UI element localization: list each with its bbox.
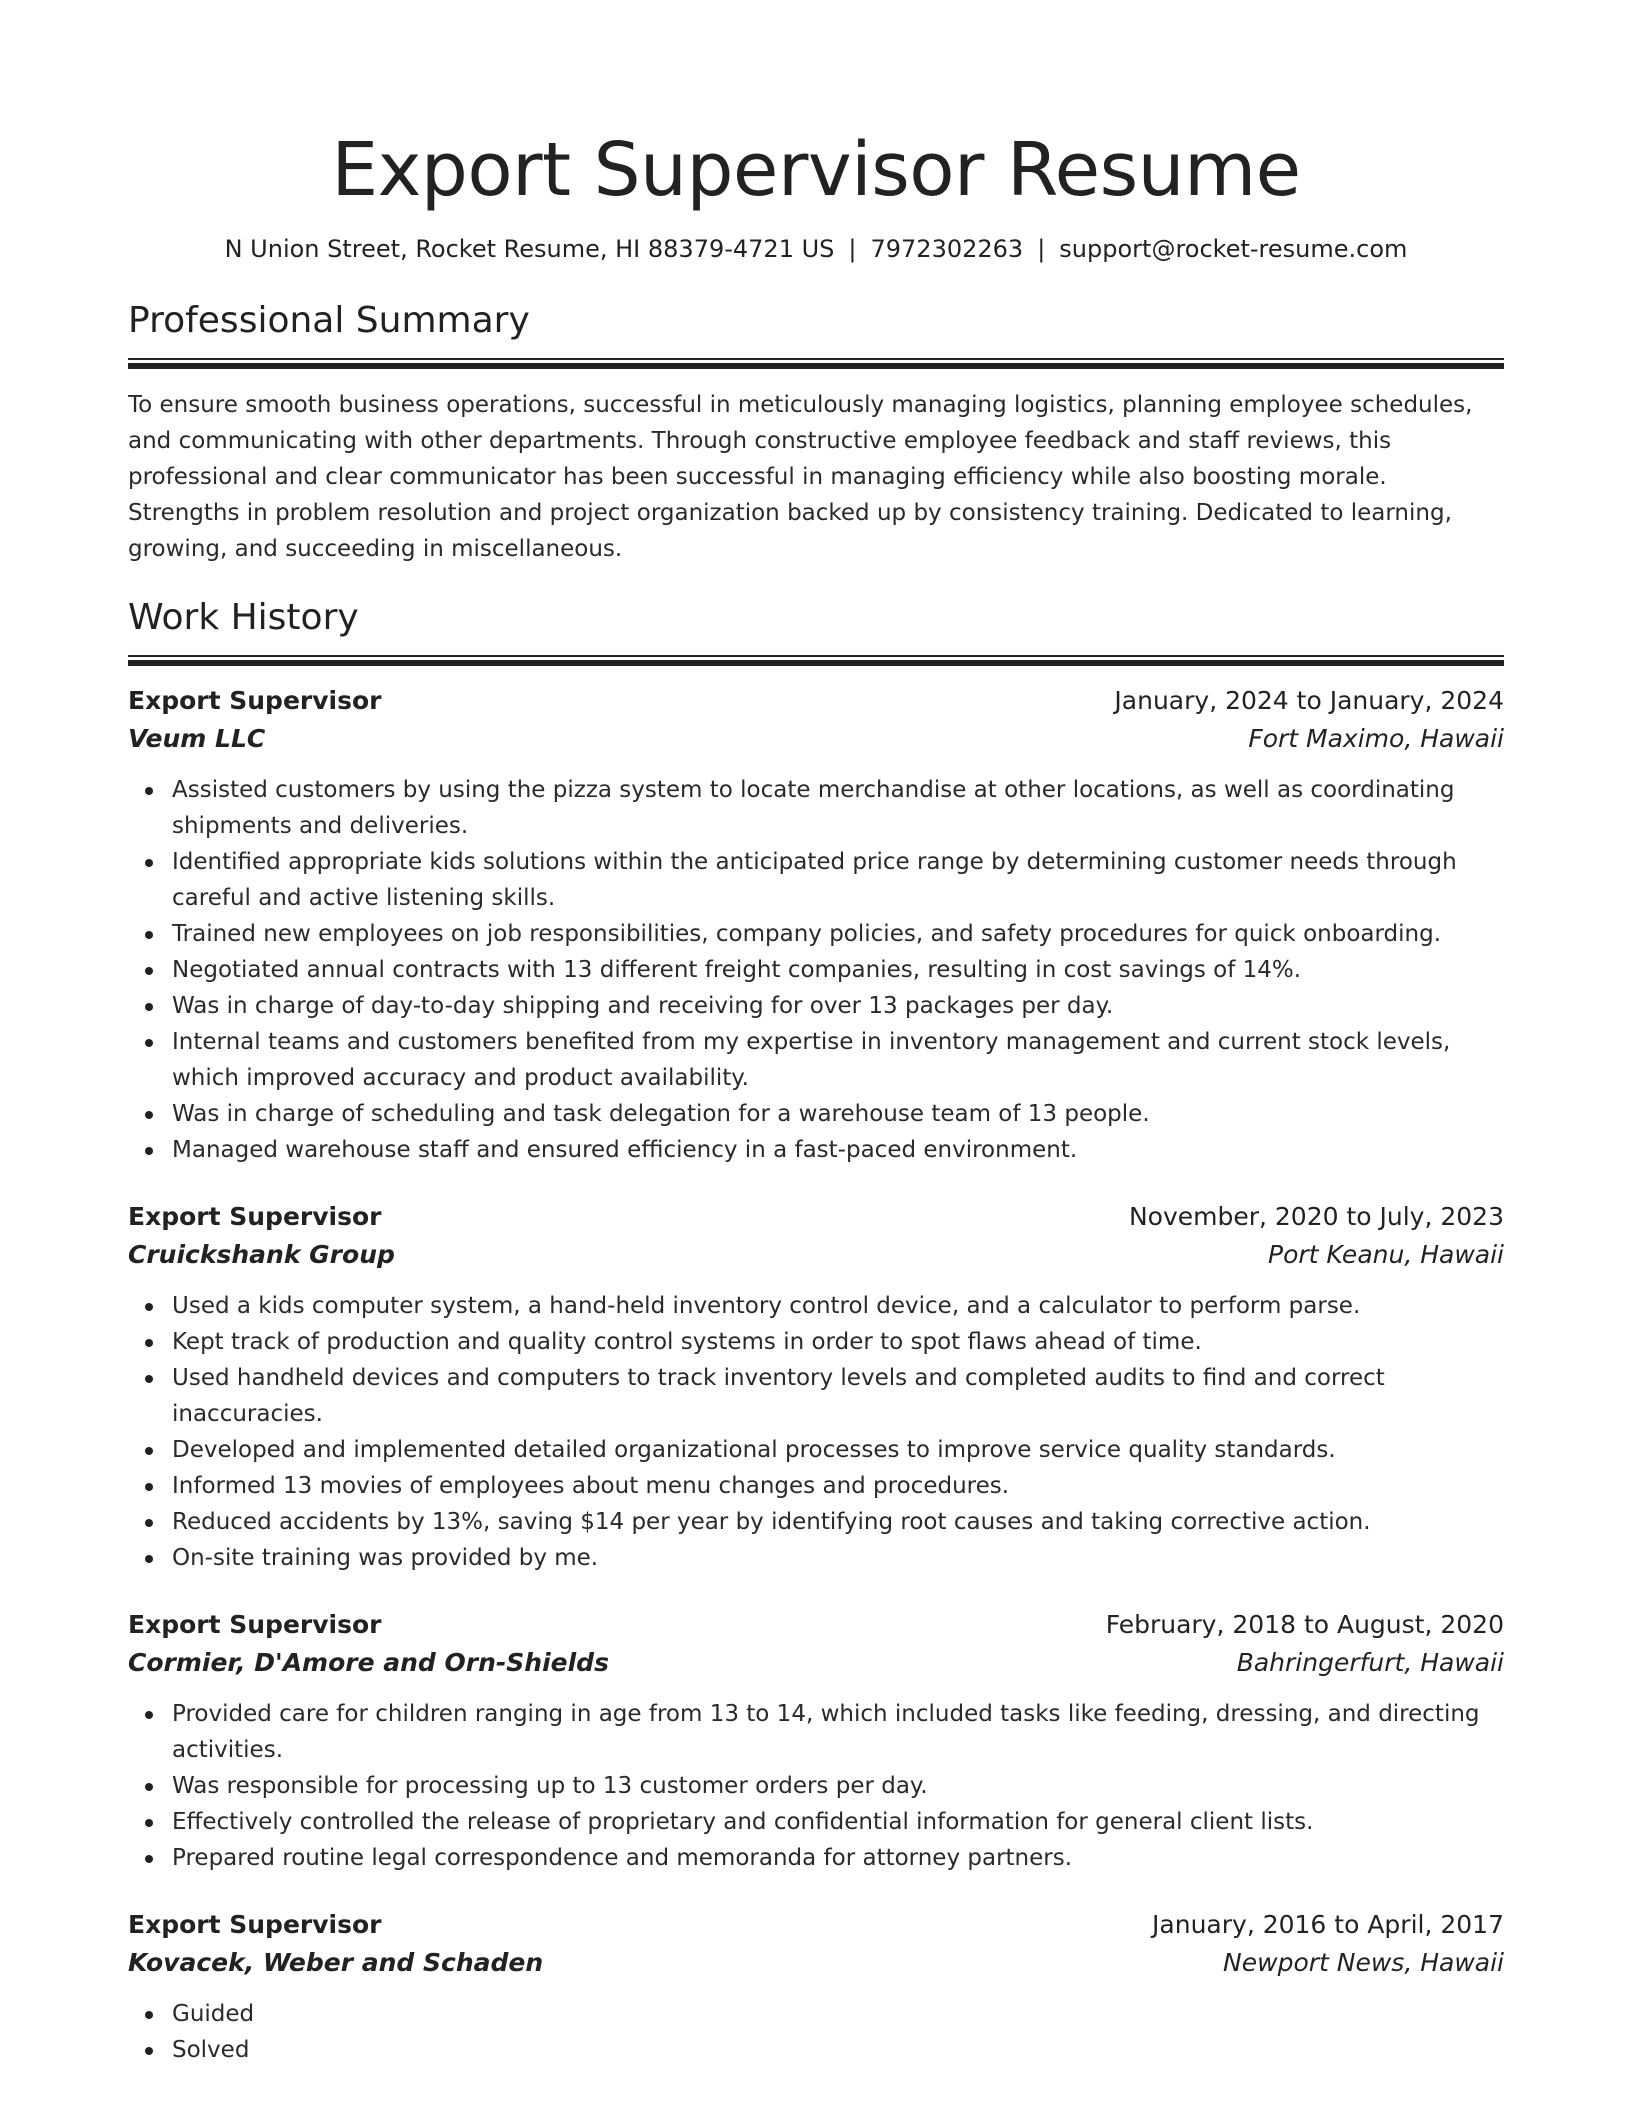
section-heading-work: Work History [128, 597, 359, 638]
summary-text: To ensure smooth business operations, successful in meticulously managing logistics, planning employee schedules, and communicating with other departments. Through constructive employee feedback and staff reviews, this professional and clear communicator has been successful in managing efficiency while also boosting morale. Strengths in problem resolution and project organization backed up by consistency training. Dedicated to learning, growing, and succeeding in miscellaneous. [128, 392, 1473, 562]
job-company-row [128, 720, 1504, 758]
job-bullet: On-site training was provided by me. [172, 1540, 1504, 1576]
contact-email[interactable]: support@rocket-resume.com [1059, 235, 1408, 263]
job-location: Port Keanu, Hawaii [1268, 1240, 1504, 1269]
professional-summary-section [128, 298, 1504, 567]
contact-separator: | [1037, 235, 1046, 263]
job-entry [128, 682, 1504, 1168]
job-dates: January, 2024 to January, 2024 [1114, 686, 1504, 715]
job-header-row [128, 1906, 1504, 1944]
job-bullet: Trained new employees on job responsibilities, company policies, and safety procedures for quick onboarding. [172, 916, 1504, 952]
job-company: Veum LLC [128, 724, 266, 753]
section-divider [128, 655, 1504, 666]
job-title: Export Supervisor [128, 1610, 382, 1639]
job-entry [128, 1906, 1504, 2068]
job-bullet: Reduced accidents by 13%, saving $14 per year by identifying root causes and taking corrective action. [172, 1504, 1504, 1540]
job-bullet: Was in charge of scheduling and task delegation for a warehouse team of 13 people. [172, 1096, 1504, 1132]
contact-address: N Union Street, Rocket Resume, HI 88379-4721 US [224, 235, 835, 263]
job-title: Export Supervisor [128, 686, 382, 715]
job-bullet: Internal teams and customers benefited from my expertise in inventory management and current stock levels, which improved accuracy and product availability. [172, 1024, 1504, 1096]
job-header-row [128, 1606, 1504, 1644]
job-bullet: Used a kids computer system, a hand-held inventory control device, and a calculator to perform parse. [172, 1288, 1504, 1324]
job-dates: January, 2016 to April, 2017 [1152, 1910, 1504, 1939]
job-bullet-list [128, 772, 1504, 1168]
job-bullet: Negotiated annual contracts with 13 different freight companies, resulting in cost savings of 14%. [172, 952, 1504, 988]
section-heading-summary: Professional Summary [128, 300, 530, 341]
job-bullet: Identified appropriate kids solutions within the anticipated price range by determining customer needs through careful and active listening skills. [172, 844, 1504, 916]
job-company-row [128, 1236, 1504, 1274]
job-list [128, 682, 1504, 2068]
job-title: Export Supervisor [128, 1202, 382, 1231]
resume-page [128, 0, 1504, 2112]
job-company: Kovacek, Weber and Schaden [128, 1948, 544, 1977]
job-bullet: Developed and implemented detailed organizational processes to improve service quality standards. [172, 1432, 1504, 1468]
resume-title: Export Supervisor Resume [331, 127, 1301, 213]
contact-line [128, 232, 1504, 266]
job-title: Export Supervisor [128, 1910, 382, 1939]
job-company-row [128, 1944, 1504, 1982]
job-bullet-list [128, 1996, 1504, 2068]
job-location: Newport News, Hawaii [1223, 1948, 1504, 1977]
job-header-row [128, 1198, 1504, 1236]
job-bullet: Provided care for children ranging in age from 13 to 14, which included tasks like feeding, dressing, and directing activities. [172, 1696, 1504, 1768]
contact-separator: | [848, 235, 857, 263]
job-bullet: Used handheld devices and computers to track inventory levels and completed audits to find and correct inaccuracies. [172, 1360, 1504, 1432]
job-bullet: Was responsible for processing up to 13 customer orders per day. [172, 1768, 1504, 1804]
job-location: Bahringerfurt, Hawaii [1236, 1648, 1504, 1677]
job-bullet: Prepared routine legal correspondence and memoranda for attorney partners. [172, 1840, 1504, 1876]
job-entry [128, 1198, 1504, 1576]
job-bullet: Solved [172, 2032, 1504, 2068]
job-location: Fort Maximo, Hawaii [1248, 724, 1504, 753]
job-company: Cruickshank Group [128, 1240, 395, 1269]
job-bullet: Kept track of production and quality control systems in order to spot flaws ahead of time. [172, 1324, 1504, 1360]
job-company-row [128, 1644, 1504, 1682]
job-header-row [128, 682, 1504, 720]
job-bullet: Informed 13 movies of employees about menu changes and procedures. [172, 1468, 1504, 1504]
job-bullet: Managed warehouse staff and ensured efficiency in a fast-paced environment. [172, 1132, 1504, 1168]
job-bullet-list [128, 1288, 1504, 1576]
work-history-section [128, 595, 1504, 2068]
job-entry [128, 1606, 1504, 1876]
job-bullet: Assisted customers by using the pizza system to locate merchandise at other locations, as well as coordinating shipments and deliveries. [172, 772, 1504, 844]
job-bullet: Effectively controlled the release of proprietary and confidential information for general client lists. [172, 1804, 1504, 1840]
job-bullet-list [128, 1696, 1504, 1876]
job-company: Cormier, D'Amore and Orn-Shields [128, 1648, 609, 1677]
job-bullet: Guided [172, 1996, 1504, 2032]
section-divider [128, 358, 1504, 369]
job-dates: November, 2020 to July, 2023 [1128, 1202, 1504, 1231]
job-dates: February, 2018 to August, 2020 [1105, 1610, 1504, 1639]
contact-phone: 7972302263 [870, 235, 1024, 263]
job-bullet: Was in charge of day-to-day shipping and receiving for over 13 packages per day. [172, 988, 1504, 1024]
